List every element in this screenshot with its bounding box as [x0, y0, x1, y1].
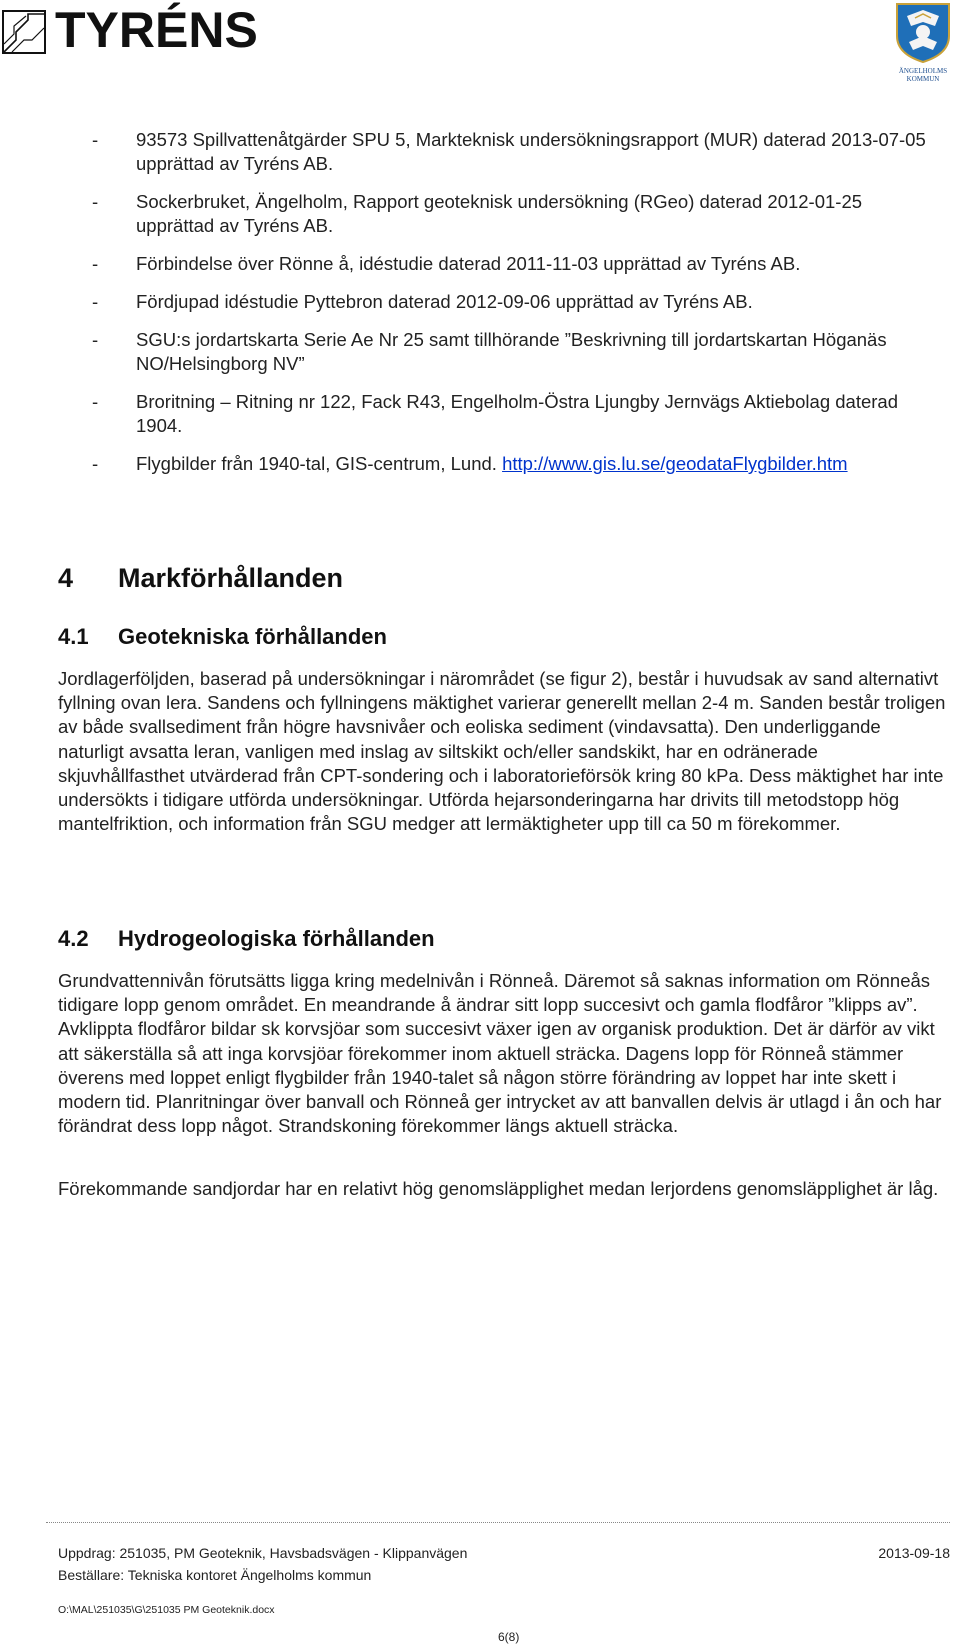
list-dash: -: [92, 329, 99, 350]
list-dash: -: [92, 291, 99, 312]
company-name: TYRÉNS: [55, 2, 258, 58]
reference-item: [92, 452, 942, 476]
municipal-crest-icon: [893, 2, 953, 64]
section-number: 4: [58, 563, 74, 593]
section-title: Markförhållanden: [118, 563, 344, 593]
body-paragraph: Förekommande sandjordar har en relativt hög genomsläpplighet medan lerjordens genomsläpplighet är låg.: [58, 1178, 939, 1199]
list-dash: -: [92, 453, 99, 474]
subsection-number: 4.1: [58, 624, 89, 649]
footer-divider: [46, 1522, 950, 1523]
reference-text: Sockerbruket, Ängelholm, Rapport geoteknisk undersökning (RGeo) daterad 2012-01-25 upprättad av Tyréns AB.: [136, 191, 863, 236]
page-number: 6(8): [498, 1630, 520, 1644]
reference-item: [92, 190, 942, 238]
reference-link[interactable]: http://www.gis.lu.se/geodataFlygbilder.htm: [502, 453, 848, 474]
angelholm-kommun-logo: [893, 2, 953, 86]
reference-item: [92, 328, 942, 376]
reference-text: Flygbilder från 1940-tal, GIS-centrum, Lund.: [136, 453, 503, 474]
list-dash: -: [92, 253, 99, 274]
footer-date: 2013-09-18: [878, 1545, 950, 1561]
reference-text: 93573 Spillvattenåtgärder SPU 5, Markteknisk undersökningsrapport (MUR) daterad 2013-07-05 upprättad av Tyréns AB.: [136, 129, 926, 174]
tyrens-mark-icon: [2, 10, 46, 54]
reference-item: [92, 252, 942, 276]
reference-text: Broritning – Ritning nr 122, Fack R43, Engelholm-Östra Ljungby Jernvägs Aktiebolag daterad 1904.: [136, 391, 899, 436]
subsection-title: Hydrogeologiska förhållanden: [118, 926, 435, 951]
reference-text: SGU:s jordartskarta Serie Ae Nr 25 samt tillhörande ”Beskrivning till jordartskartan Höganäs NO/Helsingborg NV”: [136, 329, 887, 374]
section-heading: [58, 563, 343, 594]
tyrens-logo: [0, 2, 258, 58]
footer-file-path: O:\MAL\251035\G\251035 PM Geoteknik.docx: [58, 1604, 275, 1616]
reference-item: [92, 290, 942, 314]
reference-list: [92, 128, 942, 490]
municipality-name-line2: KOMMUN: [906, 75, 940, 83]
subsection-title: Geotekniska förhållanden: [118, 624, 387, 649]
footer-assignment: Uppdrag: 251035, PM Geoteknik, Havsbadsvägen - Klippanvägen: [58, 1545, 468, 1561]
body-paragraph: Jordlagerföljden, baserad på undersökningar i närområdet (se figur 2), består i huvudsak av sand alternativt fyllning ovan lera. Sandens och fyllningens mäktighet varierar generellt mellan 2-4 m. Sanden består troligen av både svallsediment från högre havsnivåer och eoliska sediment (vindavsatta). Den underliggande naturligt avsatta leran, vanligen med inslag av siltskikt och/eller sandskikt, har en odränerade skjuvhållfasthet utvärderad från CPT-sondering och i laboratorieförsök kring 80 kPa. Dess mäktighet har inte undersökts i tidigare utförda undersökningar. Utförda hejarsonderingarna har drivits till metodstopp hög mantelfriktion, och information från SGU medger att lermäktigheter upp till ca 50 m förekommer.: [58, 668, 946, 835]
reference-item: [92, 390, 942, 438]
subsection-heading: [58, 624, 387, 650]
municipality-name-line1: ÄNGELHOLMS: [898, 67, 948, 75]
subsection-number: 4.2: [58, 926, 89, 951]
reference-text: Fördjupad idéstudie Pyttebron daterad 2012-09-06 upprättad av Tyréns AB.: [136, 291, 753, 312]
list-dash: -: [92, 129, 99, 150]
body-paragraph: Grundvattennivån förutsätts ligga kring medelnivån i Rönneå. Däremot så saknas information om Rönneås tidigare lopp genom området. En meandrande å ändrar sitt lopp succesivt och gamla flodfåror ”klipps av”. Avklippta flodfåror bildar sk korvsjöar som succesivt växer igen av organisk produktion. Det är därför av vikt att säkerställa så att inga korvsjöar förekommer inom aktuell sträcka. Dagens lopp för Rönneå stämmer överens med loppet enligt flygbilder från 1940-talet så någon större förändring av loppet har inte skett i modern tid. Planritningar över banvall och Rönneå ger intrycket av att banvallen delvis är utlagd i ån och har förändrat dess lopp något. Strandskoning förekommer längs aktuell sträcka.: [58, 970, 942, 1137]
reference-item: [92, 128, 942, 176]
list-dash: -: [92, 391, 99, 412]
subsection-heading: [58, 926, 435, 952]
reference-text: Förbindelse över Rönne å, idéstudie daterad 2011-11-03 upprättad av Tyréns AB.: [136, 253, 801, 274]
list-dash: -: [92, 191, 99, 212]
footer-client: Beställare: Tekniska kontoret Ängelholms kommun: [58, 1567, 372, 1583]
